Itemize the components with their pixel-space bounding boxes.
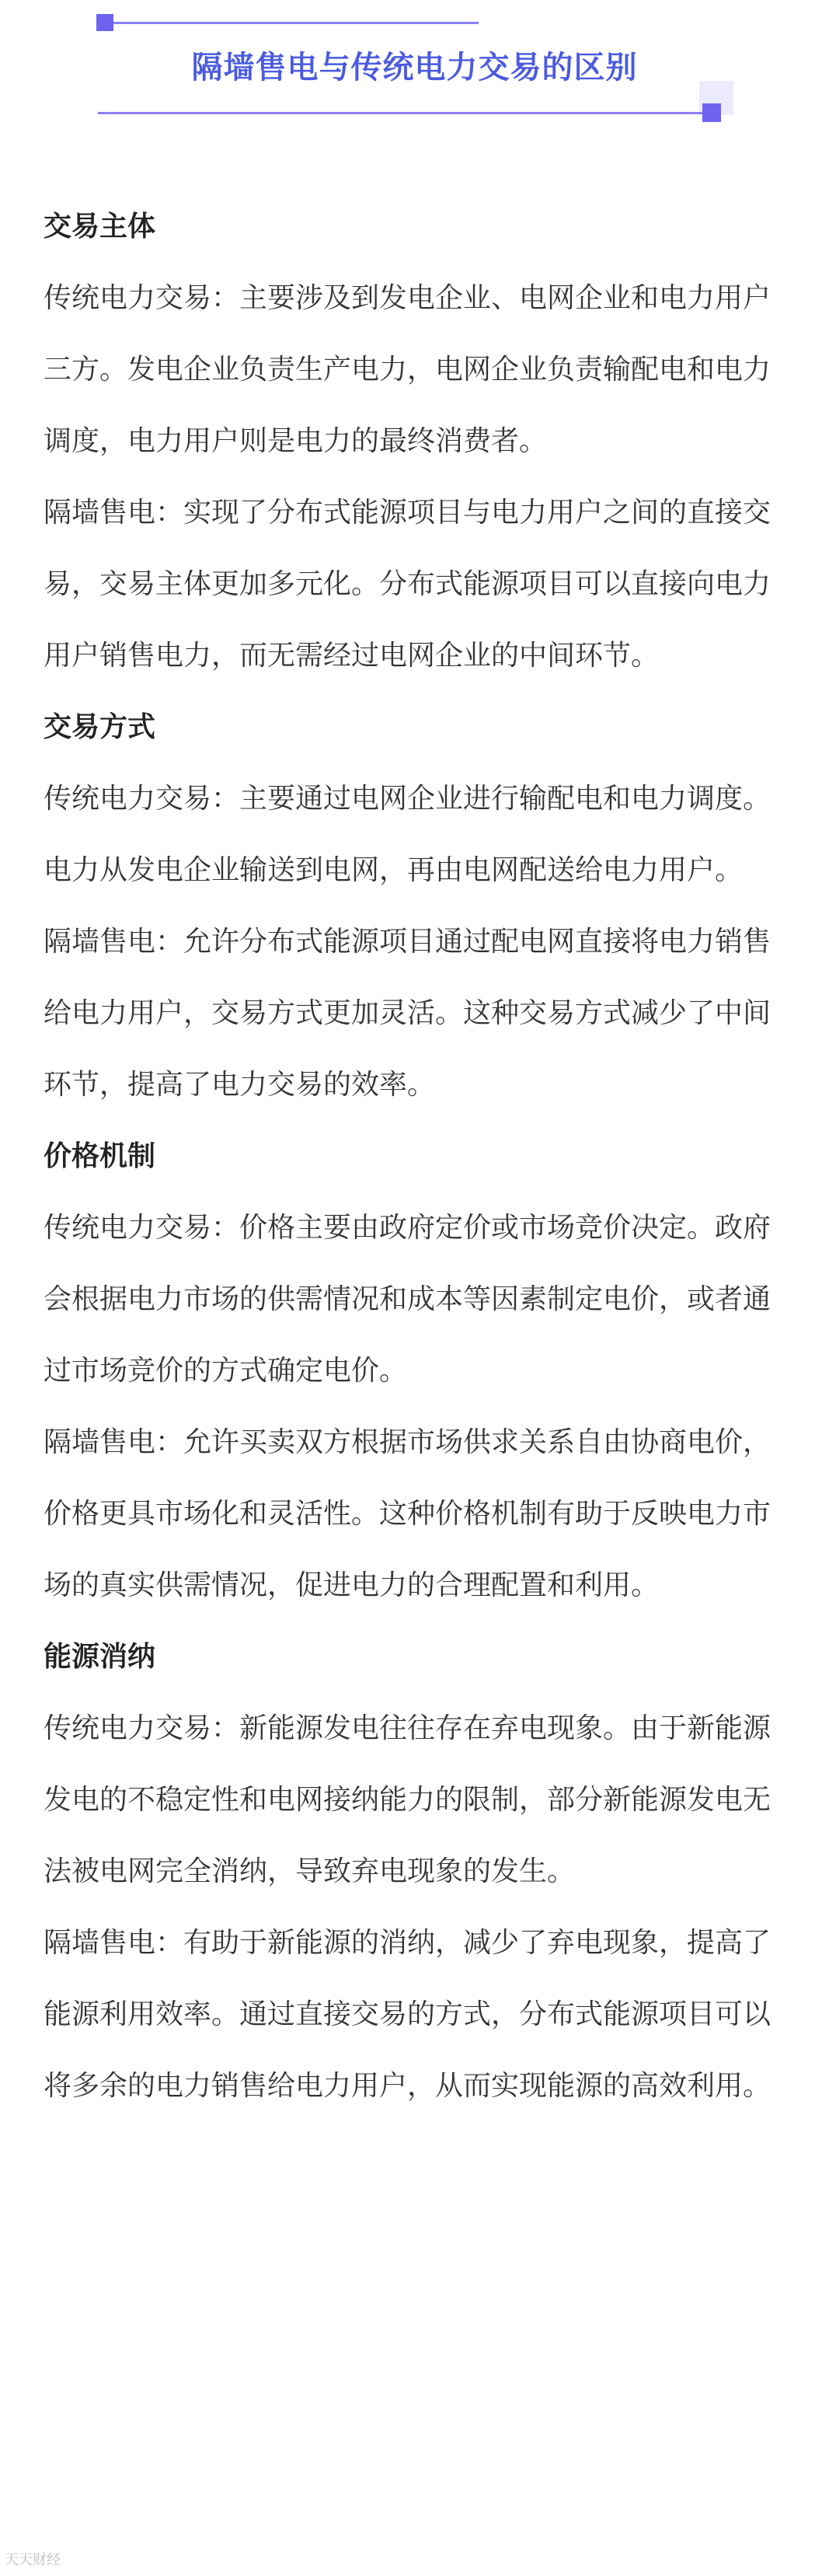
title-banner bbox=[0, 0, 829, 140]
section-heading: 交易方式 bbox=[44, 711, 156, 743]
article-body bbox=[44, 191, 789, 2122]
paragraph-wall-sale: 隔墙售电：允许买卖双方根据市场供求关系自由协商电价，价格更具市场化和灵活性。这种价格机制有助于反映电力市场的真实供需情况，促进电力的合理配置和利用。 bbox=[44, 1426, 772, 1601]
section-heading: 能源消纳 bbox=[44, 1641, 156, 1673]
decorative-line-bottom bbox=[98, 112, 704, 114]
page-title: 隔墙售电与传统电力交易的区别 bbox=[191, 50, 638, 86]
decorative-square-top-left bbox=[96, 14, 113, 31]
section-heading: 价格机制 bbox=[44, 1140, 156, 1172]
paragraph-traditional: 传统电力交易：主要通过电网企业进行输配电和电力调度。电力从发电企业输送到电网，再由电网配送给电力用户。 bbox=[44, 783, 772, 886]
watermark-text: 天天财经 bbox=[5, 2552, 61, 2568]
section-price-mechanism bbox=[44, 1121, 789, 1621]
paragraph-traditional: 传统电力交易：主要涉及到发电企业、电网企业和电力用户三方。发电企业负责生产电力，电网企业负责输配电和电力调度，电力用户则是电力的最终消费者。 bbox=[44, 282, 772, 457]
watermark bbox=[5, 2550, 61, 2571]
paragraph-traditional: 传统电力交易：价格主要由政府定价或市场竞价决定。政府会根据电力市场的供需情况和成本等因素制定电价，或者通过市场竞价的方式确定电价。 bbox=[44, 1212, 772, 1387]
section-trading-parties bbox=[44, 191, 789, 692]
section-trading-method bbox=[44, 692, 789, 1121]
decorative-line-top bbox=[113, 22, 479, 24]
section-heading: 交易主体 bbox=[44, 211, 156, 243]
paragraph-wall-sale: 隔墙售电：实现了分布式能源项目与电力用户之间的直接交易，交易主体更加多元化。分布式能源项目可以直接向电力用户销售电力，而无需经过电网企业的中间环节。 bbox=[44, 497, 772, 672]
paragraph-wall-sale: 隔墙售电：有助于新能源的消纳，减少了弃电现象，提高了能源利用效率。通过直接交易的方式，分布式能源项目可以将多余的电力销售给电力用户，从而实现能源的高效利用。 bbox=[44, 1927, 772, 2102]
paragraph-wall-sale: 隔墙售电：允许分布式能源项目通过配电网直接将电力销售给电力用户，交易方式更加灵活。这种交易方式减少了中间环节，提高了电力交易的效率。 bbox=[44, 926, 772, 1101]
paragraph-traditional: 传统电力交易：新能源发电往往存在弃电现象。由于新能源发电的不稳定性和电网接纳能力的限制，部分新能源发电无法被电网完全消纳，导致弃电现象的发生。 bbox=[44, 1712, 772, 1887]
section-energy-absorption bbox=[44, 1621, 789, 2122]
decorative-square-bottom-right bbox=[702, 103, 721, 122]
